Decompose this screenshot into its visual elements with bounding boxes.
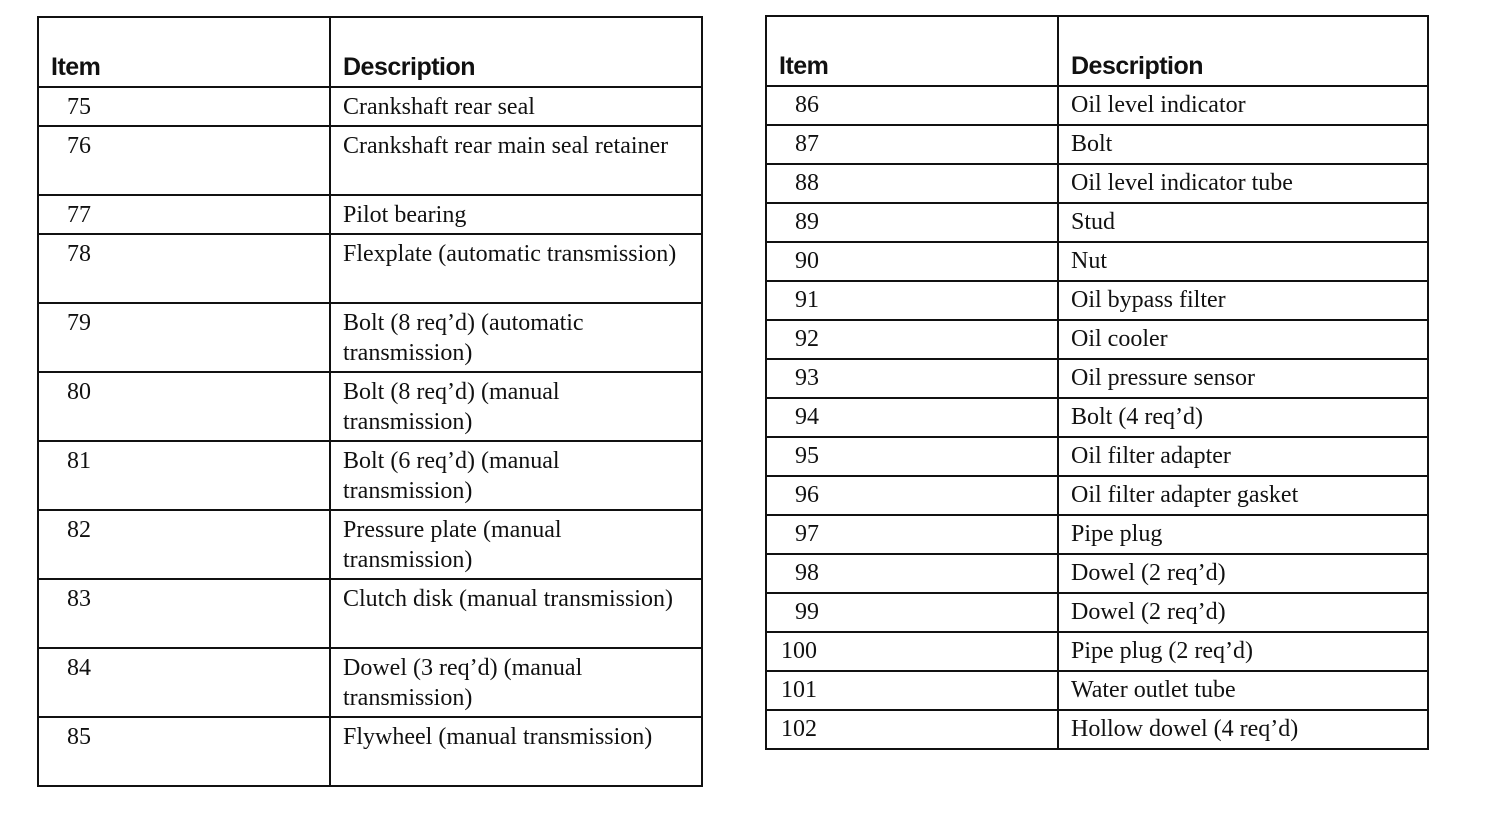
item-description: Clutch disk (manual transmission): [330, 579, 702, 648]
item-description: Oil level indicator: [1058, 86, 1428, 125]
table-row: [38, 372, 702, 441]
item-number: 99: [766, 593, 1058, 632]
item-number: 75: [38, 87, 330, 126]
item-description: Bolt (8 req’d) (manual transmission): [330, 372, 702, 441]
item-number: 97: [766, 515, 1058, 554]
table-row: [766, 320, 1428, 359]
item-number: 86: [766, 86, 1058, 125]
item-number: 87: [766, 125, 1058, 164]
table-row: [766, 710, 1428, 749]
item-description: Oil bypass filter: [1058, 281, 1428, 320]
table-row: [766, 671, 1428, 710]
table-row: [766, 203, 1428, 242]
item-number: 88: [766, 164, 1058, 203]
item-description: Pressure plate (manual transmission): [330, 510, 702, 579]
item-number: 94: [766, 398, 1058, 437]
table-row: [38, 579, 702, 648]
table-row: [38, 303, 702, 372]
item-number: 93: [766, 359, 1058, 398]
item-number: 80: [38, 372, 330, 441]
table-row: [38, 234, 702, 303]
description-column-header: Description: [330, 17, 702, 87]
item-description: Oil filter adapter gasket: [1058, 476, 1428, 515]
item-number: 76: [38, 126, 330, 195]
item-description: Oil level indicator tube: [1058, 164, 1428, 203]
description-column-header: Description: [1058, 16, 1428, 86]
table-row: [38, 717, 702, 786]
item-description: Crankshaft rear main seal retainer: [330, 126, 702, 195]
table-row: [766, 398, 1428, 437]
item-number: 78: [38, 234, 330, 303]
item-description: Pilot bearing: [330, 195, 702, 234]
table-row: [38, 648, 702, 717]
table-row: [38, 441, 702, 510]
item-description: Dowel (2 req’d): [1058, 593, 1428, 632]
item-number: 82: [38, 510, 330, 579]
item-number: 83: [38, 579, 330, 648]
item-description: Pipe plug (2 req’d): [1058, 632, 1428, 671]
item-number: 85: [38, 717, 330, 786]
item-number: 77: [38, 195, 330, 234]
item-description: Oil cooler: [1058, 320, 1428, 359]
table-row: [766, 437, 1428, 476]
item-number: 79: [38, 303, 330, 372]
table-row: [38, 195, 702, 234]
item-description: Oil filter adapter: [1058, 437, 1428, 476]
item-number: 102: [766, 710, 1058, 749]
item-number: 100: [766, 632, 1058, 671]
table-row: [766, 632, 1428, 671]
item-description: Bolt (6 req’d) (manual transmission): [330, 441, 702, 510]
item-number: 91: [766, 281, 1058, 320]
item-description: Nut: [1058, 242, 1428, 281]
header-row: [38, 17, 702, 87]
table-row: [38, 126, 702, 195]
table-row: [766, 164, 1428, 203]
item-description: Pipe plug: [1058, 515, 1428, 554]
header-row: [766, 16, 1428, 86]
item-number: 89: [766, 203, 1058, 242]
item-description: Bolt: [1058, 125, 1428, 164]
item-column-header: Item: [766, 16, 1058, 86]
table-row: [766, 554, 1428, 593]
table-row: [766, 476, 1428, 515]
item-description: Flexplate (automatic transmission): [330, 234, 702, 303]
item-description: Bolt (8 req’d) (automatic transmission): [330, 303, 702, 372]
item-number: 84: [38, 648, 330, 717]
item-description: Dowel (2 req’d): [1058, 554, 1428, 593]
item-description: Dowel (3 req’d) (manual transmission): [330, 648, 702, 717]
item-number: 90: [766, 242, 1058, 281]
item-description: Hollow dowel (4 req’d): [1058, 710, 1428, 749]
table-row: [766, 593, 1428, 632]
item-number: 101: [766, 671, 1058, 710]
item-number: 96: [766, 476, 1058, 515]
table-row: [766, 281, 1428, 320]
item-number: 98: [766, 554, 1058, 593]
table-row: [38, 87, 702, 126]
table-row: [38, 510, 702, 579]
item-description: Bolt (4 req’d): [1058, 398, 1428, 437]
table-row: [766, 242, 1428, 281]
table-row: [766, 125, 1428, 164]
item-description: Flywheel (manual transmission): [330, 717, 702, 786]
table-row: [766, 515, 1428, 554]
item-number: 95: [766, 437, 1058, 476]
item-description: Crankshaft rear seal: [330, 87, 702, 126]
item-description: Stud: [1058, 203, 1428, 242]
left-parts-table: [37, 16, 703, 787]
table-row: [766, 86, 1428, 125]
item-column-header: Item: [38, 17, 330, 87]
table-row: [766, 359, 1428, 398]
item-description: Water outlet tube: [1058, 671, 1428, 710]
item-number: 92: [766, 320, 1058, 359]
right-parts-table: [765, 15, 1429, 750]
item-number: 81: [38, 441, 330, 510]
item-description: Oil pressure sensor: [1058, 359, 1428, 398]
